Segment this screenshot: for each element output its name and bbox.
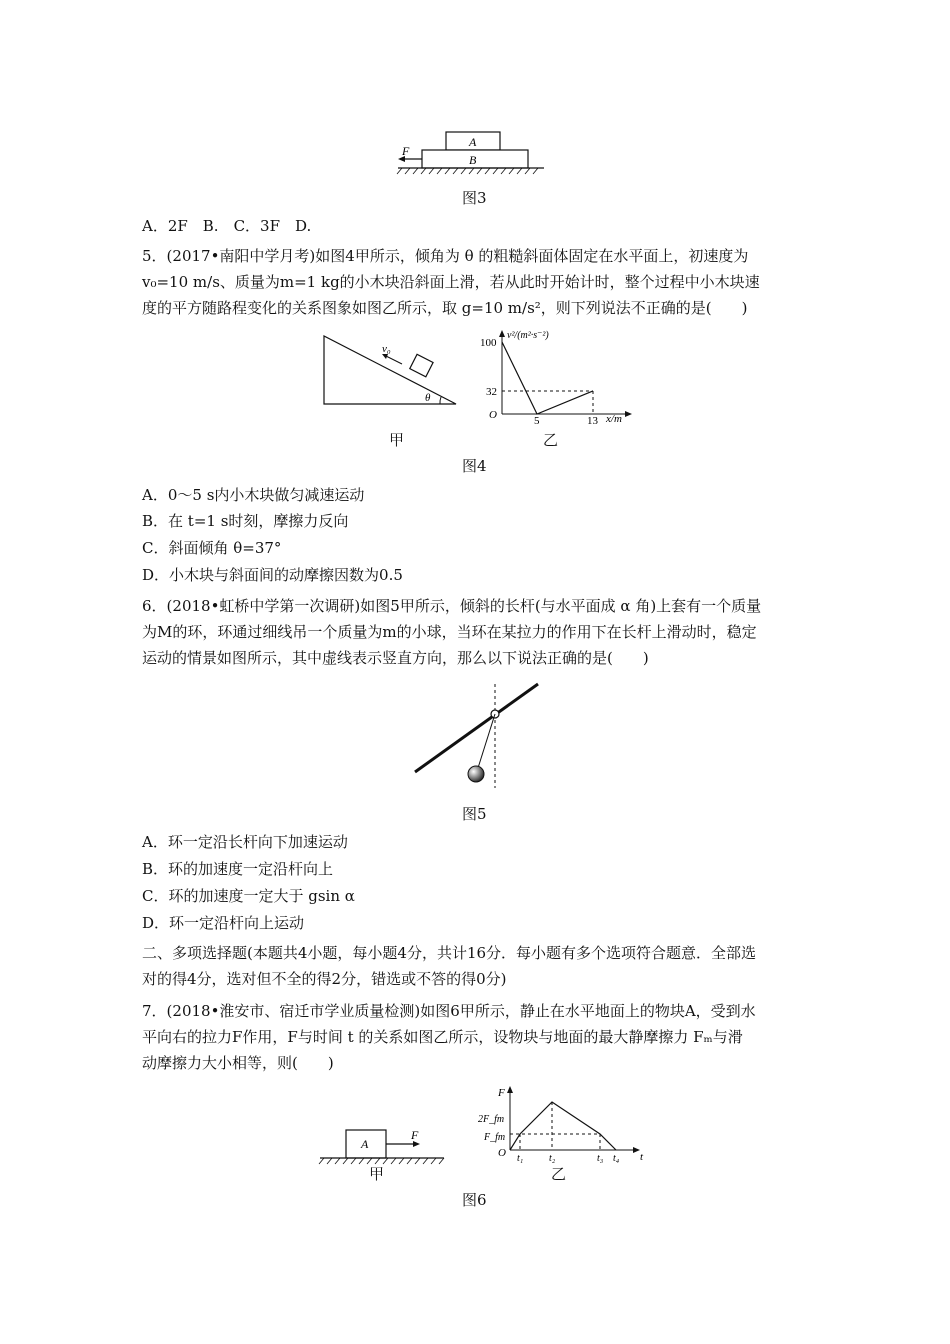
q5-stem-line-1: 5．(2017•南阳中学月考)如图4甲所示，倾角为 θ 的粗糙斜面体固定在水平面上，初速度为	[142, 247, 749, 265]
series-line	[502, 342, 593, 414]
q5-option-b: B．在 t=1 s时刻，摩擦力反向	[142, 512, 349, 530]
figure-5-rod-ring	[410, 678, 545, 798]
y-axis-arrow-icon	[507, 1086, 513, 1093]
x-tick-label: t₄	[613, 1153, 620, 1164]
y-axis-label: v²/(m²·s⁻²)	[507, 330, 549, 341]
wood-block	[410, 354, 433, 376]
block-a-label: A	[361, 1137, 369, 1151]
force-label: F	[402, 144, 410, 158]
figure-4-sub-left: 甲	[389, 431, 405, 449]
x-axis-arrow-icon	[633, 1147, 640, 1153]
angle-arc	[440, 397, 441, 404]
theta-label: θ	[425, 392, 431, 404]
y-tick-label: 100	[480, 337, 497, 349]
y-tick-label: 32	[486, 385, 497, 398]
figure-3-caption: 图3	[462, 189, 487, 207]
x-tick-label: t₂	[549, 1153, 556, 1164]
long-rod	[415, 684, 538, 772]
origin-label: O	[498, 1147, 506, 1159]
figure-6-caption: 图6	[462, 1191, 487, 1209]
figure-4-sub-right: 乙	[543, 431, 559, 449]
small-ball	[468, 766, 484, 782]
q6-option-d: D．环一定沿杆向上运动	[142, 914, 305, 932]
q6-stem-line-1: 6．(2018•虹桥中学第一次调研)如图5甲所示，倾斜的长杆(与水平面成 α 角)上套有一个质量	[142, 597, 762, 615]
q5-stem-line-2: v₀=10 m/s、质量为m=1 kg的小木块沿斜面上滑，若从此时开始计时，整个过程中小木块速	[142, 273, 760, 291]
x-tick-label: 13	[587, 415, 598, 424]
x-tick-label: 5	[534, 415, 540, 424]
section-2-line-1: 二、多项选择题(本题共4小题，每小题4分，共计16分．每小题有多个选项符合题意．全部选	[142, 944, 757, 962]
x-tick-label: t₁	[517, 1153, 524, 1164]
q6-option-a: A．环一定沿长杆向下加速运动	[142, 833, 348, 851]
q7-stem-line-1: 7．(2018•淮安市、宿迁市学业质量检测)如图6甲所示，静止在水平地面上的物块A，受到水	[142, 1002, 756, 1020]
q7-stem-line-3: 动摩擦力大小相等，则( )	[142, 1054, 334, 1072]
block-a-label: A	[469, 135, 477, 149]
figure-4-incline	[322, 332, 462, 412]
figure-6-sub-left: 甲	[369, 1165, 385, 1183]
figure-4-chart	[478, 328, 638, 424]
q6-option-c: C．环的加速度一定大于 gsin α	[142, 887, 355, 905]
q6-stem-line-2: 为M的环，环通过细线吊一个质量为m的小球，当环在某拉力的作用下在长杆上滑动时，稳定	[142, 623, 757, 641]
figure-4-caption: 图4	[462, 457, 487, 475]
x-tick-label: t₃	[597, 1153, 604, 1164]
figure-6-block	[318, 1124, 448, 1166]
y-axis-arrow-icon	[499, 330, 505, 337]
x-axis-label: t	[640, 1151, 644, 1163]
figure-3-blocks	[396, 128, 546, 180]
y-tick-label: F_fm	[484, 1132, 506, 1143]
figure-5-caption: 图5	[462, 805, 487, 823]
x-axis-arrow-icon	[625, 411, 632, 417]
origin-label: O	[489, 409, 497, 421]
q6-option-b: B．环的加速度一定沿杆向上	[142, 860, 334, 878]
q4-options: A．2F B. C．3F D.	[142, 217, 312, 235]
section-2-line-2: 对的得4分，选对但不全的得2分，错选或不答的得0分)	[142, 970, 507, 988]
ground-hatch	[397, 168, 538, 174]
y-tick-label: 2F_fm	[478, 1114, 505, 1125]
figure-6-sub-right: 乙	[551, 1165, 567, 1183]
force-label: F	[411, 1128, 419, 1142]
q5-stem-line-3: 度的平方随路程变化的关系图象如图乙所示，取 g=10 m/s²，则下列说法不正确的是( )	[142, 299, 748, 317]
q5-option-c: C．斜面倾角 θ=37°	[142, 539, 282, 557]
x-axis-label: x/m	[606, 413, 622, 424]
velocity-arrow	[386, 356, 402, 364]
q5-option-a: A．0～5 s内小木块做匀减速运动	[142, 486, 365, 504]
q5-option-d: D．小木块与斜面间的动摩擦因数为0.5	[142, 566, 403, 584]
block-b-label: B	[469, 153, 477, 167]
y-axis-label: F	[498, 1087, 505, 1099]
q6-stem-line-3: 运动的情景如图所示，其中虚线表示竖直方向，那么以下说法正确的是( )	[142, 649, 649, 667]
q7-stem-line-2: 平向右的拉力F作用，F与时间 t 的关系如图乙所示，设物块与地面的最大静摩擦力 Fₘ与滑	[142, 1028, 743, 1046]
v0-label: v₀	[382, 343, 391, 355]
figure-6-chart	[476, 1084, 648, 1164]
